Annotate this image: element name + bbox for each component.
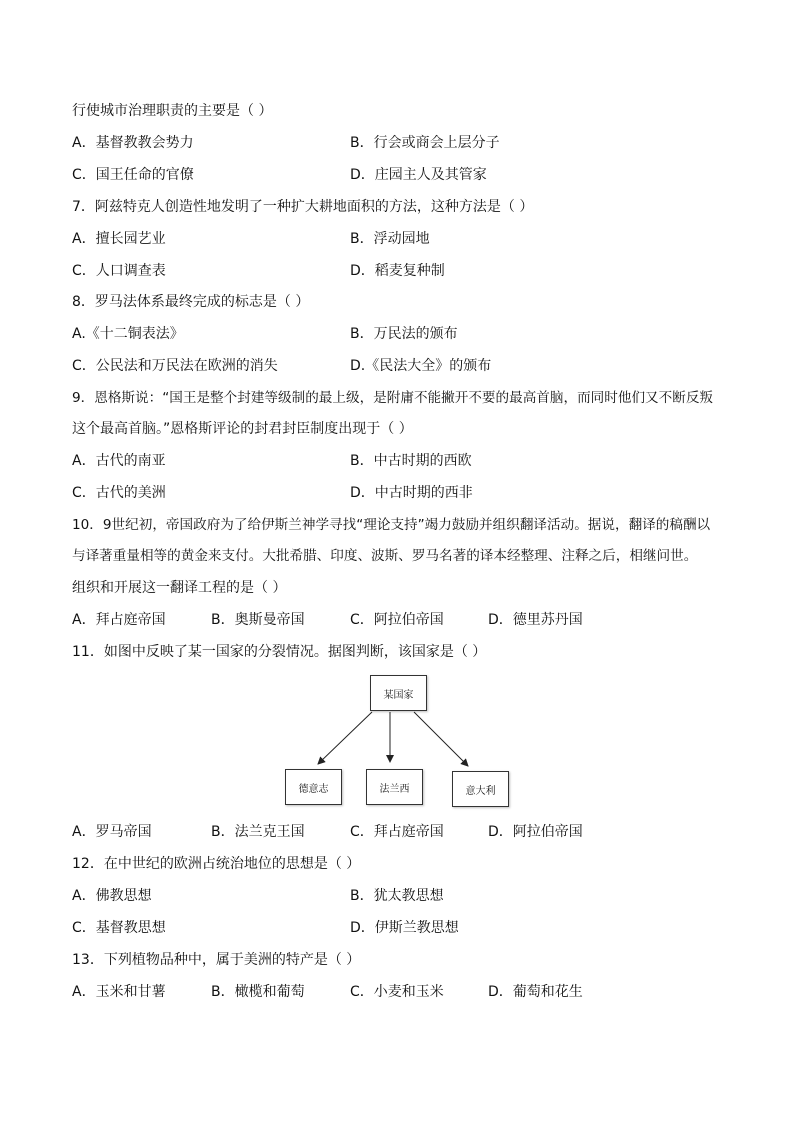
question-11-option-a: A．罗马帝国 bbox=[72, 824, 152, 840]
question-8-option-b: B．万民法的颁布 bbox=[350, 326, 458, 342]
question-13-option-d: D．葡萄和花生 bbox=[488, 984, 583, 1000]
question-10-option-a: A．拜占庭帝国 bbox=[72, 612, 166, 628]
diagram-child-box-2: 法兰西 bbox=[366, 769, 423, 805]
question-11-option-c: C．拜占庭帝国 bbox=[350, 824, 444, 840]
question-6-option-c: C．国王任命的官僚 bbox=[72, 167, 194, 183]
question-13-option-c: C．小麦和玉米 bbox=[350, 984, 444, 1000]
diagram-child-box-1: 德意志 bbox=[285, 769, 342, 805]
question-9-option-c: C．古代的美洲 bbox=[72, 485, 166, 501]
question-7-stem: 7．阿兹特克人创造性地发明了一种扩大耕地面积的方法，这种方法是（ ） bbox=[72, 199, 534, 215]
question-8-option-a: A.《十二铜表法》 bbox=[72, 326, 184, 342]
question-9-option-a: A．古代的南亚 bbox=[72, 453, 166, 469]
question-6-stem: 行使城市治理职责的主要是（ ） bbox=[72, 103, 273, 119]
question-8-option-c: C．公民法和万民法在欧洲的消失 bbox=[72, 358, 278, 374]
question-6-option-a: A．基督教教会势力 bbox=[72, 135, 194, 151]
question-11-stem: 11．如图中反映了某一国家的分裂情况。据图判断，该国家是（ ） bbox=[72, 644, 487, 660]
question-10-option-b: B．奥斯曼帝国 bbox=[211, 612, 305, 628]
question-12-option-c: C．基督教思想 bbox=[72, 920, 166, 936]
question-10-option-c: C．阿拉伯帝国 bbox=[350, 612, 444, 628]
question-11-option-b: B．法兰克王国 bbox=[211, 824, 305, 840]
question-9-stem-line-2: 这个最高首脑。”恩格斯评论的封君封臣制度出现于（ ） bbox=[72, 421, 413, 437]
question-10-stem-line-2: 与译著重量相等的黄金来支付。大批希腊、印度、波斯、罗马名著的译本经整理、注释之后，相继问世。 bbox=[72, 548, 698, 564]
question-12-option-b: B．犹太教思想 bbox=[350, 888, 444, 904]
arrow-to-left-child bbox=[318, 712, 372, 764]
question-9-stem-line-1: 9．恩格斯说：“国王是整个封建等级制的最上级，是附庸不能撇开不要的最高首脑，而同时他们又不断反叛 bbox=[72, 390, 714, 406]
arrow-to-right-child bbox=[414, 712, 468, 766]
question-7-option-b: B．浮动园地 bbox=[350, 231, 430, 247]
question-13-stem: 13．下列植物品种中，属于美洲的特产是（ ） bbox=[72, 952, 361, 968]
question-10-stem-line-3: 组织和开展这一翻译工程的是（ ） bbox=[72, 580, 287, 596]
question-7-option-a: A．擅长园艺业 bbox=[72, 231, 166, 247]
question-12-option-d: D．伊斯兰教思想 bbox=[350, 920, 459, 936]
question-9-option-d: D．中古时期的西非 bbox=[350, 485, 473, 501]
question-13-option-b: B．橄榄和葡萄 bbox=[211, 984, 305, 1000]
question-11-option-d: D．阿拉伯帝国 bbox=[488, 824, 583, 840]
question-13-option-a: A．玉米和甘薯 bbox=[72, 984, 166, 1000]
diagram-child-box-3: 意大利 bbox=[452, 771, 509, 807]
diagram-root-box: 某国家 bbox=[370, 675, 427, 711]
question-9-option-b: B．中古时期的西欧 bbox=[350, 453, 472, 469]
question-6-option-d: D．庄园主人及其管家 bbox=[350, 167, 487, 183]
question-7-option-d: D．稻麦复种制 bbox=[350, 263, 445, 279]
question-12-option-a: A．佛教思想 bbox=[72, 888, 152, 904]
question-8-stem: 8．罗马法体系最终完成的标志是（ ） bbox=[72, 294, 310, 310]
question-10-option-d: D．德里苏丹国 bbox=[488, 612, 583, 628]
question-7-option-c: C．人口调查表 bbox=[72, 263, 166, 279]
question-12-stem: 12．在中世纪的欧洲占统治地位的思想是（ ） bbox=[72, 856, 361, 872]
question-6-option-b: B．行会或商会上层分子 bbox=[350, 135, 500, 151]
question-8-option-d: D.《民法大全》的颁布 bbox=[350, 358, 492, 374]
question-10-stem-line-1: 10．9世纪初，帝国政府为了给伊斯兰神学寻找“理论支持”竭力鼓励并组织翻译活动。据说，翻译的稿酬以 bbox=[72, 517, 711, 533]
